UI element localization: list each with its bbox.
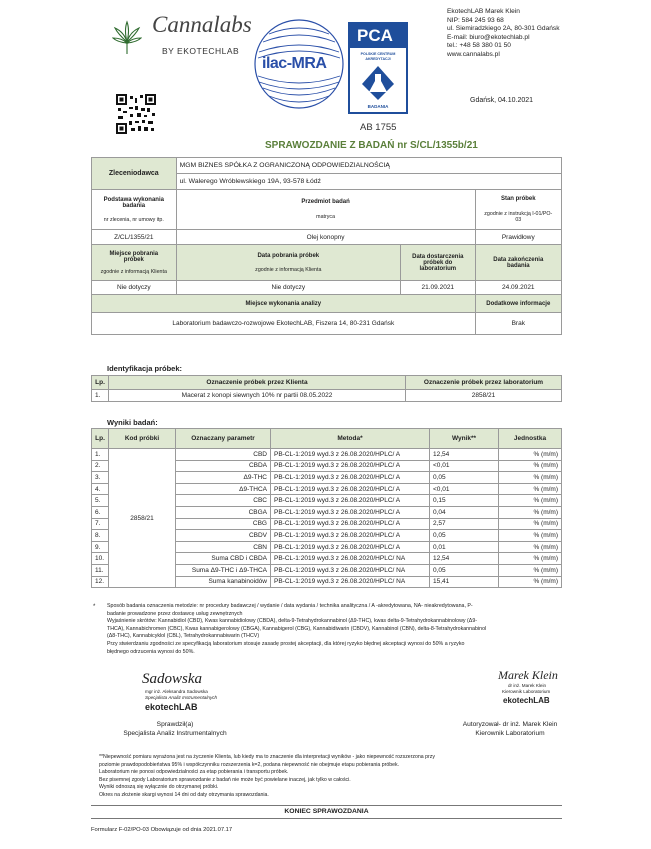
accreditation-number: AB 1755 bbox=[360, 122, 397, 133]
ident-col-lab: Oznaczenie próbek przez laboratorium bbox=[406, 376, 562, 390]
state-value: Prawidłowy bbox=[475, 230, 561, 245]
result-unit: % (m/m) bbox=[499, 495, 562, 507]
result-value: 0,05 bbox=[430, 530, 499, 542]
result-unit: % (m/m) bbox=[499, 518, 562, 530]
result-unit: % (m/m) bbox=[499, 483, 562, 495]
result-method: PB-CL-1:2019 wyd.3 z 26.08.2020/HPLC/ NA bbox=[271, 576, 430, 588]
result-method: PB-CL-1:2019 wyd.3 z 26.08.2020/HPLC/ A bbox=[271, 518, 430, 530]
right-signature: Marek Klein bbox=[498, 668, 558, 682]
footer-notes: **Niepewność pomiaru wyrażona jest na życzenie Klienta, lub kiedy ma to znaczenie dla interpretacji wyników - jako niepewność rozszerzona przy poziomie prawdopodobieństwa 95% i współczynniku rozszerzenia k=2, podana niepewność nie obejmuje etapu pobierania próbek. Laboratorium nie ponosi odpowiedzialności za etap pobierania i transportu próbek. Bez pisemnej zgody Laboratorium sprawozdanie z badań nie może być powielane inaczej, jak tylko w całości. Wyniki odnoszą się wyłącznie do otrzymanej próbki. Okres na złożenie skargi wynosi 14 dni od daty otrzymania sprawozdania. bbox=[99, 754, 435, 798]
result-method: PB-CL-1:2019 wyd.3 z 26.08.2020/HPLC/ NA bbox=[271, 564, 430, 576]
table-row: 7. CBG PB-CL-1:2019 wyd.3 z 26.08.2020/HPLC/ A 2,57 % (m/m) bbox=[92, 518, 562, 530]
form-footer: Formularz F-02/PO-03 Obowiązuje od dnia 2021.07.17 bbox=[91, 827, 233, 833]
basis-value: Z/CL/1355/21 bbox=[92, 230, 177, 245]
ident-table: Lp. Oznaczenie próbek przez Klienta Oznaczenie próbek przez laboratorium 1. Macerat z konopi siewnych 10% nr partii 08.05.2022 2858/21 bbox=[91, 375, 562, 402]
brand-logo-text: Cannalabs bbox=[152, 12, 252, 37]
result-param: Suma CBD i CBDA bbox=[176, 553, 271, 565]
result-param: CBDA bbox=[176, 460, 271, 472]
sampling-place-value: Nie dotyczy bbox=[92, 281, 177, 295]
results-heading: Wyniki badań: bbox=[107, 418, 158, 427]
table-row: 4. Δ9-THCA PB-CL-1:2019 wyd.3 z 26.08.2020/HPLC/ A <0,01 % (m/m) bbox=[92, 483, 562, 495]
result-param: Δ9-THC bbox=[176, 472, 271, 484]
result-method: PB-CL-1:2019 wyd.3 z 26.08.2020/HPLC/ NA bbox=[271, 553, 430, 565]
end-date-label: Data zakończenia bbox=[493, 256, 544, 263]
result-param: CBN bbox=[176, 541, 271, 553]
result-value: 12,54 bbox=[430, 449, 499, 461]
result-param: CBG bbox=[176, 518, 271, 530]
result-param: CBGA bbox=[176, 506, 271, 518]
table-row: 11. Suma Δ9-THC i Δ9-THCA PB-CL-1:2019 wyd.3 z 26.08.2020/HPLC/ NA 0,05 % (m/m) bbox=[92, 564, 562, 576]
sampling-date-value: Nie dotyczy bbox=[176, 281, 400, 295]
page-title: SPRAWOZDANIE Z BADAŃ nr S/CL/1355b/21 bbox=[265, 140, 478, 151]
result-unit: % (m/m) bbox=[499, 449, 562, 461]
qr-code-icon bbox=[116, 94, 156, 134]
result-unit: % (m/m) bbox=[499, 472, 562, 484]
table-row: 10. Suma CBD i CBDA PB-CL-1:2019 wyd.3 z 26.08.2020/HPLC/ NA 12,54 % (m/m) bbox=[92, 553, 562, 565]
analysis-place-label: Miejsce wykonania analizy bbox=[92, 295, 476, 313]
extra-info-value: Brak bbox=[475, 313, 561, 335]
flask-icon bbox=[358, 64, 398, 102]
delivery-date-label: Data dostarczenia bbox=[412, 253, 464, 260]
result-unit: % (m/m) bbox=[499, 553, 562, 565]
table-row: 5. CBC PB-CL-1:2019 wyd.3 z 26.08.2020/HPLC/ A 0,15 % (m/m) bbox=[92, 495, 562, 507]
result-param: Suma Δ9-THC i Δ9-THCA bbox=[176, 564, 271, 576]
cannabis-leaf-icon bbox=[112, 20, 142, 58]
end-of-report: KONIEC SPRAWOZDANIA bbox=[91, 805, 562, 819]
place-date: Gdańsk, 04.10.2021 bbox=[470, 97, 534, 104]
result-param: Δ9-THCA bbox=[176, 483, 271, 495]
ident-col-client: Oznaczenie próbek przez Klienta bbox=[109, 376, 406, 390]
result-method: PB-CL-1:2019 wyd.3 z 26.08.2020/HPLC/ A bbox=[271, 472, 430, 484]
ident-lab-value: 2858/21 bbox=[406, 390, 562, 402]
brand-byline: BY EKOTECHLAB bbox=[162, 46, 240, 56]
ident-col-lp: Lp. bbox=[92, 376, 109, 390]
ident-client-value: Macerat z konopi siewnych 10% nr partii 08.05.2022 bbox=[109, 390, 406, 402]
result-value: 15,41 bbox=[430, 576, 499, 588]
result-value: 0,05 bbox=[430, 564, 499, 576]
result-unit: % (m/m) bbox=[499, 460, 562, 472]
result-value: 0,01 bbox=[430, 541, 499, 553]
result-param: CBD bbox=[176, 449, 271, 461]
result-param: Suma kanabinoidów bbox=[176, 576, 271, 588]
results-table: Lp. Kod próbki Oznaczany parametr Metoda* Wynik** Jednostka 1. 2858/21 CBD PB-CL-1:2019 wyd.3 z 26.08.2020/HPLC/ A 12,54 % (m/m) 2. CBDA PB-CL-1:2019 wyd.3 z 26.08.2020/HPLC/ A <0,01 % (m/m) 3. Δ9-THC PB-CL-1:2019 wyd.3 z 26.08.2020/HPLC/ A 0,05 % (m/m) 4. Δ9-THCA PB-CL-1:2019 wyd.3 z 26.08.2020/HPLC/ A <0,01 % (m/m) 5. CBC PB-CL-1:2019 wyd.3 z 26.08.2020/HPLC/ A 0,15 % (m/m) 6. CBGA PB-CL-1:2019 wyd.3 z 26.08.2020/HPLC/ A 0,04 % (m/m) 7. CBG PB-CL-1:2019 wyd.3 z 26.08.2020/HPLC/ A 2,57 % (m/m) 8. CBDV PB-CL-1:2019 wyd.3 z 26.08.2020/HPLC/ A 0,05 % (m/m) 9. CBN PB-CL-1:2019 wyd.3 z 26.08.2020/HPLC/ A 0,01 % (m/m) 10. Suma CBD i CBDA PB-CL-1:2019 wyd.3 z 26.08.2020/HPLC/ NA 12,54 % (m/m) 11. Suma Δ9-THC i Δ9-THCA PB-CL-1:2019 wyd.3 z 26.08.2020/HPLC/ NA 0,05 % (m/m) 12. Suma kanabinoidów PB-CL-1:2019 wyd.3 z 26.08.2020/HPLC/ NA 15,41 % (m/m) bbox=[91, 428, 562, 588]
result-value: <0,01 bbox=[430, 460, 499, 472]
table-row: 8. CBDV PB-CL-1:2019 wyd.3 z 26.08.2020/HPLC/ A 0,05 % (m/m) bbox=[92, 530, 562, 542]
analysis-place-value: Laboratorium badawczo-rozwojowe EkotechLAB, Fiszera 14, 80-231 Gdańsk bbox=[92, 313, 476, 335]
method-notes: Sposób badania oznaczenia metodzie: nr procedury badawczej / wydanie / data wydania / technika analityczna / A -akredytowana, NA- nieakredytowana, P- badanie prowadzone przez dostawcę usług zewnętrznych Wyjaśnienie skrótów: Kannabidiol (CBD), Kwas kannabidiolowy (CBDA), delta-9-Tetrahydrokannabinol (Δ9-THC), kwas delta-9-Tetrahydrokannabinolowy (Δ9- THCA), Kannabichromen (CBC), Kwas kannabigerolowy (CBGA), Kannabigerol (CBG), Kannabidiwarin (CBDV), Kannabinol (CBN), delta-8-Tetrahydrokannabinol (Δ8-THC), Kannabicyklol (CBL), Tetrahydrokannabiwarin (THCV) Przy stwierdzaniu zgodności ze specyfikacją laboratorium stosuje zasadę prostej akceptacji, dla której ryzyko błędnej akceptacji wynosi do 50% a ryzyko błędnego odrzucenia wynosi do 50%. bbox=[107, 603, 487, 655]
table-row: 3. Δ9-THC PB-CL-1:2019 wyd.3 z 26.08.2020/HPLC/ A 0,05 % (m/m) bbox=[92, 472, 562, 484]
result-unit: % (m/m) bbox=[499, 506, 562, 518]
state-label: Stan próbek bbox=[500, 196, 536, 202]
result-method: PB-CL-1:2019 wyd.3 z 26.08.2020/HPLC/ A bbox=[271, 460, 430, 472]
result-param: CBC bbox=[176, 495, 271, 507]
end-date-value: 24.09.2021 bbox=[475, 281, 561, 295]
result-method: PB-CL-1:2019 wyd.3 z 26.08.2020/HPLC/ A bbox=[271, 495, 430, 507]
sample-code: 2858/21 bbox=[109, 449, 176, 588]
pca-title: PCA bbox=[357, 26, 393, 45]
ident-heading: Identyfikacja próbek: bbox=[107, 364, 183, 373]
left-signature: Sadowska bbox=[142, 671, 202, 687]
result-unit: % (m/m) bbox=[499, 541, 562, 553]
table-row: 12. Suma kanabinoidów PB-CL-1:2019 wyd.3 z 26.08.2020/HPLC/ NA 15,41 % (m/m) bbox=[92, 576, 562, 588]
extra-info-label: Dodatkowe informacje bbox=[475, 295, 561, 313]
table-row: 2. CBDA PB-CL-1:2019 wyd.3 z 26.08.2020/HPLC/ A <0,01 % (m/m) bbox=[92, 460, 562, 472]
result-value: 12,54 bbox=[430, 553, 499, 565]
result-value: 0,15 bbox=[430, 495, 499, 507]
left-signatory: Sprawdził(a) Specjalista Analiz Instrumentalnych bbox=[123, 721, 227, 737]
result-unit: % (m/m) bbox=[499, 576, 562, 588]
result-method: PB-CL-1:2019 wyd.3 z 26.08.2020/HPLC/ A bbox=[271, 449, 430, 461]
table-row: 6. CBGA PB-CL-1:2019 wyd.3 z 26.08.2020/HPLC/ A 0,04 % (m/m) bbox=[92, 506, 562, 518]
result-value: 2,57 bbox=[430, 518, 499, 530]
lab-contact: EkotechLAB Marek Klein NIP: 584 245 93 68 ul. Siemiradzkiego 2A, 80-301 Gdańsk E-mail: biuro@ekotechlab.pl tel.: +48 58 380 01 50 www.cannalabs.pl bbox=[447, 8, 560, 58]
result-value: 0,04 bbox=[430, 506, 499, 518]
client-label: Zleceniodawca bbox=[92, 158, 177, 190]
result-value: 0,05 bbox=[430, 472, 499, 484]
subject-value: Olej konopny bbox=[176, 230, 475, 245]
result-method: PB-CL-1:2019 wyd.3 z 26.08.2020/HPLC/ A bbox=[271, 530, 430, 542]
result-unit: % (m/m) bbox=[499, 530, 562, 542]
info-table: Zleceniodawca MGM BIZNES SPÓŁKA Z OGRANICZONĄ ODPOWIEDZIALNOŚCIĄ ul. Walerego Wróblewskiego 19A, 93-578 Łódź Podstawa wykonania badania nr zlecenia, nr umowy itp. Przedmiot badań matryca Stan próbek zgodnie z instrukcją I-01/PO- 03 Z/CL/1355/21 Olej konopny Prawidłowy Miejsce pobrania próbek zgodnie z informacją Klienta Data pobrania próbek zgodnie z informacją Klienta Data dostarczenia próbek do laboratorium Data zakończenia badania Nie dotyczy Nie dotyczy 21.09.2021 24.09.2021 Miejsce wykonania analizy Dodatkowe informacje Laboratorium badawczo-rozwojowe EkotechLAB, Fiszera 14, 80-231 Gdańsk Brak bbox=[91, 157, 562, 335]
result-method: PB-CL-1:2019 wyd.3 z 26.08.2020/HPLC/ A bbox=[271, 506, 430, 518]
delivery-date-value: 21.09.2021 bbox=[401, 281, 476, 295]
basis-label: Podstawa wykonania bbox=[103, 196, 164, 203]
table-row: 9. CBN PB-CL-1:2019 wyd.3 z 26.08.2020/HPLC/ A 0,01 % (m/m) bbox=[92, 541, 562, 553]
client-name: MGM BIZNES SPÓŁKA Z OGRANICZONĄ ODPOWIEDZIALNOŚCIĄ bbox=[176, 158, 561, 174]
result-param: CBDV bbox=[176, 530, 271, 542]
table-row: 1. 2858/21 CBD PB-CL-1:2019 wyd.3 z 26.08.2020/HPLC/ A 12,54 % (m/m) bbox=[92, 449, 562, 461]
subject-label: Przedmiot badań bbox=[301, 199, 350, 205]
right-signatory: Autoryzował- dr inż. Marek Klein Kierownik Laboratorium bbox=[462, 721, 558, 737]
sampling-date-label: Data pobrania próbek bbox=[257, 252, 320, 259]
client-address: ul. Walerego Wróblewskiego 19A, 93-578 Łódź bbox=[176, 174, 561, 190]
result-value: <0,01 bbox=[430, 483, 499, 495]
left-stamp: ekotechLAB bbox=[145, 702, 198, 712]
ilac-text: ilac-MRA bbox=[262, 55, 327, 72]
result-method: PB-CL-1:2019 wyd.3 z 26.08.2020/HPLC/ A bbox=[271, 541, 430, 553]
result-unit: % (m/m) bbox=[499, 564, 562, 576]
sampling-place-label: Miejsce pobrania bbox=[109, 250, 159, 257]
right-stamp: ekotechLAB bbox=[503, 696, 550, 705]
result-method: PB-CL-1:2019 wyd.3 z 26.08.2020/HPLC/ A bbox=[271, 483, 430, 495]
